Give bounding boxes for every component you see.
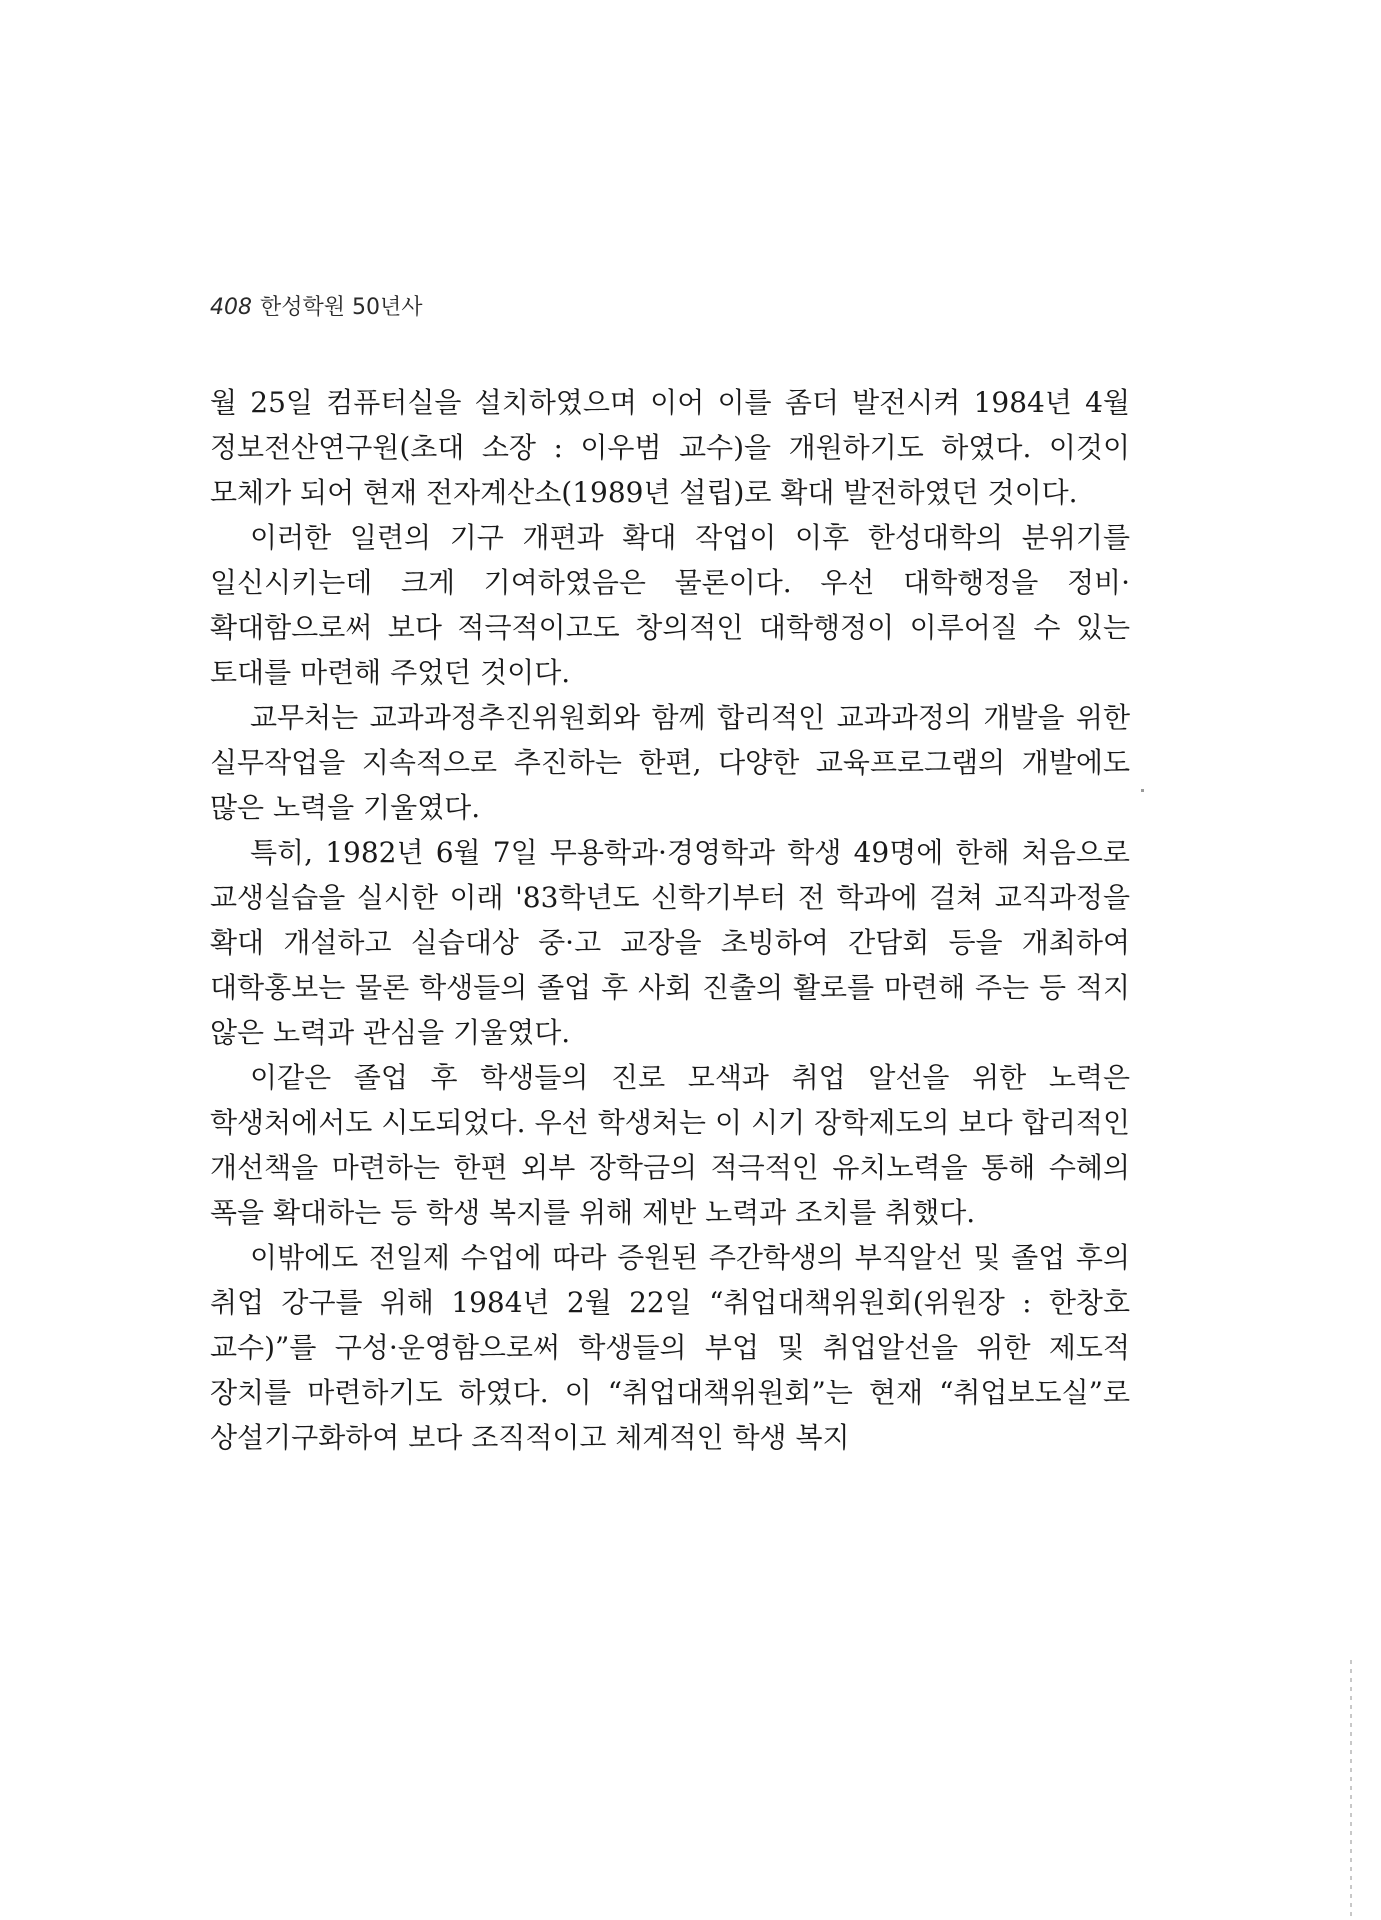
body-text [210, 380, 1130, 1460]
page-number: 408 [210, 295, 252, 320]
paragraph: 이같은 졸업 후 학생들의 진로 모색과 취업 알선을 위한 노력은 학생처에서도 시도되었다. 우선 학생처는 이 시기 장학제도의 보다 합리적인 개선책을 마련하는 한편 외부 장학금의 적극적인 유치노력을 통해 수혜의 폭을 확대하는 등 학생 복지를 위해 제반 노력과 조치를 취했다. [210, 1061, 1130, 1229]
book-title: 한성학원 50년사 [260, 295, 423, 320]
paragraph: 이밖에도 전일제 수업에 따라 증원된 주간학생의 부직알선 및 졸업 후의 취업 강구를 위해 1984년 2월 22일 “취업대책위원회(위원장 : 한창호 교수)”를 구성·운영함으로써 학생들의 부업 및 취업알선을 위한 제도적 장치를 마련하기도 하였다. 이 “취업대책위원회”는 현재 “취업보도실”로 상설기구화하여 보다 조직적이고 체계적인 학생 복지 [210, 1241, 1130, 1454]
paragraph-continuation: 월 25일 컴퓨터실을 설치하였으며 이어 이를 좀더 발전시켜 1984년 4월 정보전산연구원(초대 소장 : 이우범 교수)을 개원하기도 하였다. 이것이 모체가 되어 현재 전자계산소(1989년 설립)로 확대 발전하였던 것이다. [210, 386, 1130, 509]
paragraph: 특히, 1982년 6월 7일 무용학과·경영학과 학생 49명에 한해 처음으로 교생실습을 실시한 이래 '83학년도 신학기부터 전 학과에 걸쳐 교직과정을 확대 개설하고 실습대상 중·고 교장을 초빙하여 간담회 등을 개최하여 대학홍보는 물론 학생들의 졸업 후 사회 진출의 활로를 마련해 주는 등 적지 않은 노력과 관심을 기울였다. [210, 836, 1130, 1049]
paragraph: 이러한 일련의 기구 개편과 확대 작업이 이후 한성대학의 분위기를 일신시키는데 크게 기여하였음은 물론이다. 우선 대학행정을 정비·확대함으로써 보다 적극적이고도 창의적인 대학행정이 이루어질 수 있는 토대를 마련해 주었던 것이다. [210, 521, 1130, 689]
scan-edge-mark [1350, 1660, 1352, 1920]
scan-speck [1141, 789, 1144, 792]
paragraph: 교무처는 교과과정추진위원회와 함께 합리적인 교과과정의 개발을 위한 실무작업을 지속적으로 추진하는 한편, 다양한 교육프로그램의 개발에도 많은 노력을 기울였다. [210, 701, 1130, 824]
running-header [210, 290, 423, 321]
